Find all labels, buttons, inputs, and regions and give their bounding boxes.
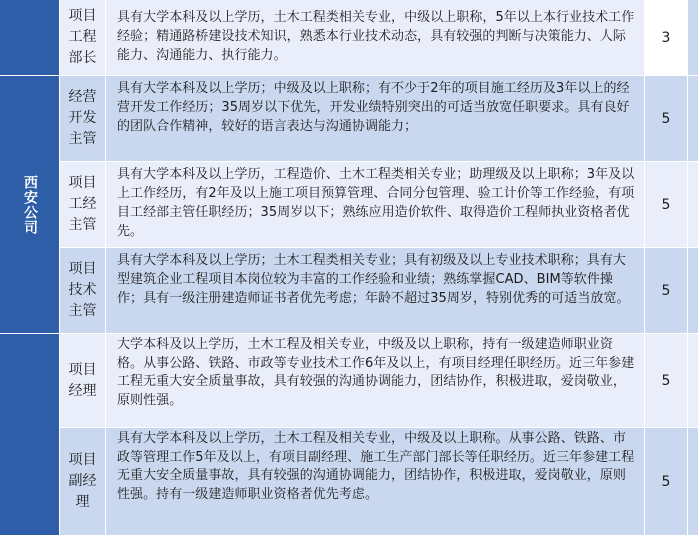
requirements-text: 具有大学本科及以上学历，土木工程及相关专业，中级及以上职称。从事公路、铁路、市政等管理工作5年及以上，有项目副经理、施工生产部门部长等任职经历。近三年参建工程无重大安全质量事故，具有较强的沟通协调能力，团结协作，积极进取，爱岗敬业，原则性强。持有一级建造师职业资格者优先考虑。 [117,431,635,502]
count-value: 5 [661,372,671,389]
position-cell [60,0,106,76]
count-cell [645,334,688,428]
position-cell [60,334,106,428]
count-value: 5 [661,110,671,127]
count-cell [645,0,688,76]
requirements-cell [106,248,645,334]
position-cell [60,76,106,162]
right-margin [688,334,699,428]
requirements-text: 大学本科及以上学历，土木工程及相关专业，中级及以上职称，持有一级建造师职业资格。从事公路、铁路、市政等专业技术工作6年及以上，有项目经理任职经历。近三年参建工程无重大安全质量事故，具有较强的沟通协调能力，团结协作，积极进取，爱岗敬业，原则性强。 [117,337,635,408]
right-margin [688,162,699,248]
position-label: 项目工经主管 [68,175,97,233]
position-label: 项目经理 [68,361,97,399]
requirements-text: 具有大学本科及以上学历；中级及以上职称；有不少于2年的项目施工经历及3年以上的经营开发工作经历；35周岁以下优先，开发业绩特别突出的可适当放宽任职要求。具有良好的团队合作精神，较好的语言表达与沟通协调能力； [117,81,630,134]
position-label: 经营开发主管 [68,89,97,147]
company-label: 西安公司 [22,174,38,235]
count-cell [645,76,688,162]
requirements-text: 具有大学本科及以上学历，土木工程类相关专业，中级以上职称，5年以上本行业技术工作经验；精通路桥建设技术知识，熟悉本行业技术动态，具有较强的判断与决策能力、人际能力、沟通能力、执行能力。 [117,10,635,63]
count-value: 5 [661,282,671,299]
requirements-cell [106,334,645,428]
position-label: 项目技术主管 [68,261,97,319]
requirements-cell [106,428,645,536]
position-cell [60,428,106,536]
count-cell [645,162,688,248]
right-margin [688,76,699,162]
count-value: 5 [661,473,671,490]
requirements-text: 具有大学本科及以上学历，工程造价、土木工程类相关专业；助理级及以上职称；3年及以上工作经历，有2年及以上施工项目预算管理、合同分包管理、验工计价等工作经验，有项目工经部主管任职经历；35周岁以下；熟练应用造价软件、取得造价工程师执业资格者优先。 [117,167,635,239]
count-value: 3 [661,29,671,46]
requirements-cell [106,76,645,162]
requirements-text: 具有大学本科及以上学历；土木工程类相关专业；具有初级及以上专业技术职称；具有大型建筑企业工程项目本岗位较为丰富的工作经验和业绩；熟练掌握CAD、BIM等软件操作；具有一级注册建造师证书者优先考虑；年龄不超过35周岁，特别优秀的可适当放宽。 [117,253,630,306]
count-cell [645,428,688,536]
company-cell-xian [0,76,60,334]
count-cell [645,248,688,334]
right-margin [688,428,699,536]
position-cell [60,162,106,248]
requirements-cell [106,0,645,76]
company-cell-bottom [0,334,60,536]
position-label: 项目工程部长 [68,8,97,66]
position-cell [60,248,106,334]
right-margin [688,0,699,76]
right-margin [688,248,699,334]
position-label: 项目副经理 [68,452,97,510]
requirements-cell [106,162,645,248]
company-cell-top [0,0,60,76]
count-value: 5 [661,196,671,213]
